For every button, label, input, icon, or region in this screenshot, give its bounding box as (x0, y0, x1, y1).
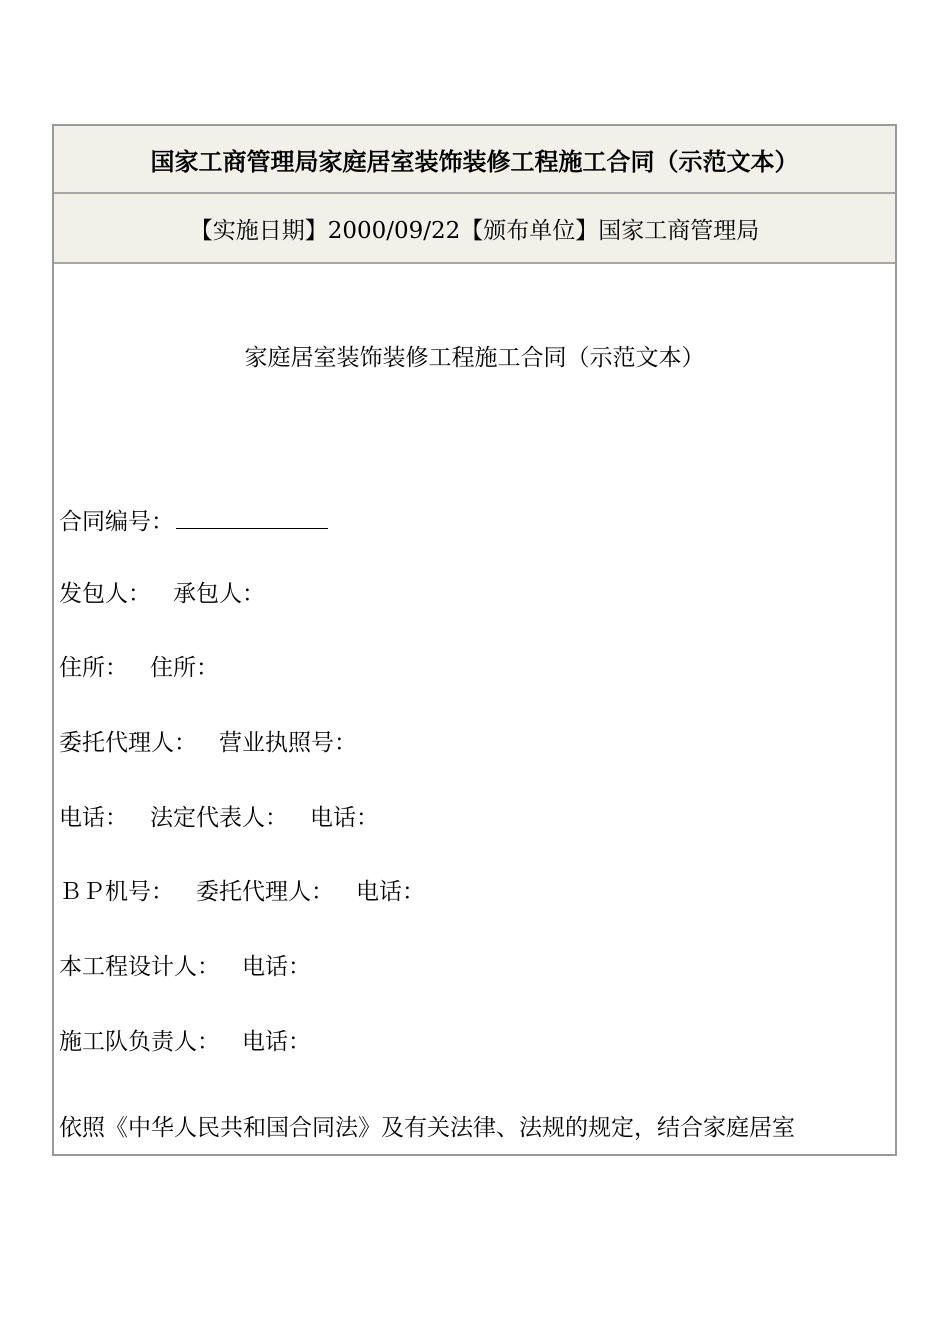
line-part-b: 电话： (242, 954, 311, 980)
line-part-b: 委托代理人： (196, 879, 334, 905)
header-title: 国家工商管理局家庭居室装饰装修工程施工合同（示范文本） (150, 147, 799, 176)
line-part-a: 委托代理人： (59, 730, 197, 756)
contract-number-line (59, 504, 889, 538)
contract-number-blank (176, 504, 328, 529)
line-part-c: 电话： (310, 805, 379, 831)
line-part-b: 电话： (242, 1029, 311, 1055)
agent-line (59, 727, 889, 759)
designer-line (59, 951, 889, 983)
header-title-row (54, 126, 895, 194)
phone-line (59, 802, 889, 834)
address-line (59, 652, 889, 684)
line-part-b: 法定代表人： (150, 805, 288, 831)
party-line (59, 578, 889, 610)
line-part-c: 电话： (356, 879, 425, 905)
team-leader-line (59, 1026, 889, 1058)
document-frame (52, 124, 897, 1156)
line-part-a: 住所： (59, 655, 128, 681)
header-meta-row (54, 194, 895, 264)
line-part-a: 发包人： (59, 581, 151, 607)
line-part-a: 本工程设计人： (59, 954, 220, 980)
line-part-a: 电话： (59, 805, 128, 831)
contract-number-label: 合同编号： (59, 509, 174, 535)
line-part-b: 承包人： (173, 581, 265, 607)
line-part-a: 施工队负责人： (59, 1029, 220, 1055)
line-part-b: 营业执照号： (219, 730, 357, 756)
line-part-a: ＢＰ机号： (59, 879, 174, 905)
header-meta: 【实施日期】2000/09/22【颁布单位】国家工商管理局 (189, 217, 760, 244)
line-part-b: 住所： (150, 655, 219, 681)
document-title: 家庭居室装饰装修工程施工合同（示范文本） (244, 345, 705, 371)
pager-line (59, 876, 889, 908)
intro-paragraph: 依照《中华人民共和国合同法》及有关法律、法规的规定，结合家庭居室 (59, 1115, 795, 1141)
document-body (54, 266, 895, 1154)
